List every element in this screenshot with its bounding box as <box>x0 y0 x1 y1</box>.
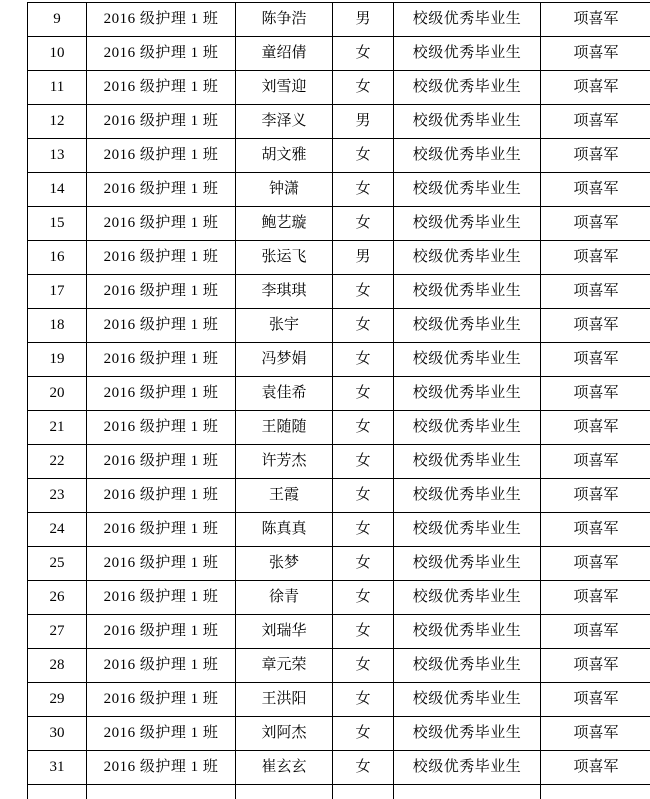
cell-class: 2016 级护理 1 班 <box>87 309 236 343</box>
cell-class: 2016 级护理 1 班 <box>87 207 236 241</box>
cell-sequence: 25 <box>28 547 87 581</box>
cell-honor: 校级优秀毕业生 <box>394 649 541 683</box>
cell-gender: 女 <box>333 411 394 445</box>
cell-honor: 校级优秀毕业生 <box>394 445 541 479</box>
table-row <box>28 71 650 105</box>
cell-name: 胡文雅 <box>236 139 333 173</box>
cell-gender: 女 <box>333 717 394 751</box>
cell-teacher: 项喜军 <box>541 3 650 37</box>
table-row <box>28 3 650 37</box>
cell-class: 2016 级护理 1 班 <box>87 3 236 37</box>
cell-name: 章元荣 <box>236 649 333 683</box>
table-row <box>28 581 650 615</box>
table-row <box>28 547 650 581</box>
cell-honor: 校级优秀毕业生 <box>394 3 541 37</box>
cell-honor: 校级优秀毕业生 <box>394 275 541 309</box>
cell-honor: 校级优秀毕业生 <box>394 139 541 173</box>
cell-sequence: 12 <box>28 105 87 139</box>
cell-teacher: 项喜军 <box>541 479 650 513</box>
cell-teacher: 项喜军 <box>541 275 650 309</box>
cell-teacher: 项喜军 <box>541 581 650 615</box>
table-row <box>28 377 650 411</box>
graduate-roster-table <box>27 2 650 799</box>
cell-honor: 校级优秀毕业生 <box>394 411 541 445</box>
cell-class: 2016 级护理 1 班 <box>87 615 236 649</box>
cell-teacher: 项喜军 <box>541 139 650 173</box>
cell-teacher: 项喜军 <box>541 683 650 717</box>
cell-class: 2016 级护理 1 班 <box>87 683 236 717</box>
cell-sequence: 24 <box>28 513 87 547</box>
cell-class: 2016 级护理 1 班 <box>87 71 236 105</box>
cell-teacher: 项喜军 <box>541 751 650 785</box>
cell-sequence: 18 <box>28 309 87 343</box>
cell-name: 陈真真 <box>236 513 333 547</box>
table-row <box>28 649 650 683</box>
cell-empty <box>541 785 650 799</box>
cell-sequence: 22 <box>28 445 87 479</box>
cell-name: 李泽义 <box>236 105 333 139</box>
cell-gender: 女 <box>333 309 394 343</box>
table-row <box>28 309 650 343</box>
cell-teacher: 项喜军 <box>541 615 650 649</box>
table-row <box>28 513 650 547</box>
cell-sequence: 26 <box>28 581 87 615</box>
cell-empty <box>394 785 541 799</box>
cell-gender: 女 <box>333 751 394 785</box>
cell-honor: 校级优秀毕业生 <box>394 377 541 411</box>
table-body <box>28 3 650 799</box>
cell-class: 2016 级护理 1 班 <box>87 445 236 479</box>
cell-sequence: 31 <box>28 751 87 785</box>
cell-name: 李琪琪 <box>236 275 333 309</box>
cell-empty <box>236 785 333 799</box>
cell-class: 2016 级护理 1 班 <box>87 581 236 615</box>
table-row <box>28 445 650 479</box>
table-row <box>28 105 650 139</box>
cell-honor: 校级优秀毕业生 <box>394 241 541 275</box>
cell-honor: 校级优秀毕业生 <box>394 71 541 105</box>
cell-teacher: 项喜军 <box>541 105 650 139</box>
table-row <box>28 241 650 275</box>
cell-honor: 校级优秀毕业生 <box>394 513 541 547</box>
cell-sequence: 16 <box>28 241 87 275</box>
cell-class: 2016 级护理 1 班 <box>87 37 236 71</box>
table-row <box>28 615 650 649</box>
cell-name: 刘雪迎 <box>236 71 333 105</box>
cell-honor: 校级优秀毕业生 <box>394 683 541 717</box>
table-row-partial <box>28 785 650 799</box>
cell-sequence: 30 <box>28 717 87 751</box>
cell-gender: 女 <box>333 173 394 207</box>
cell-sequence: 20 <box>28 377 87 411</box>
table-row <box>28 411 650 445</box>
cell-gender: 女 <box>333 71 394 105</box>
cell-honor: 校级优秀毕业生 <box>394 173 541 207</box>
cell-name: 徐青 <box>236 581 333 615</box>
cell-honor: 校级优秀毕业生 <box>394 547 541 581</box>
cell-class: 2016 级护理 1 班 <box>87 105 236 139</box>
cell-class: 2016 级护理 1 班 <box>87 649 236 683</box>
cell-name: 张运飞 <box>236 241 333 275</box>
cell-empty <box>28 785 87 799</box>
cell-gender: 男 <box>333 105 394 139</box>
cell-empty <box>87 785 236 799</box>
cell-name: 鲍艺璇 <box>236 207 333 241</box>
cell-gender: 女 <box>333 649 394 683</box>
table-row <box>28 173 650 207</box>
cell-honor: 校级优秀毕业生 <box>394 751 541 785</box>
cell-teacher: 项喜军 <box>541 207 650 241</box>
cell-class: 2016 级护理 1 班 <box>87 547 236 581</box>
cell-sequence: 15 <box>28 207 87 241</box>
cell-class: 2016 级护理 1 班 <box>87 479 236 513</box>
cell-honor: 校级优秀毕业生 <box>394 581 541 615</box>
cell-gender: 女 <box>333 37 394 71</box>
cell-teacher: 项喜军 <box>541 71 650 105</box>
cell-gender: 女 <box>333 445 394 479</box>
cell-teacher: 项喜军 <box>541 649 650 683</box>
cell-class: 2016 级护理 1 班 <box>87 241 236 275</box>
cell-teacher: 项喜军 <box>541 445 650 479</box>
cell-class: 2016 级护理 1 班 <box>87 343 236 377</box>
cell-gender: 女 <box>333 547 394 581</box>
cell-sequence: 23 <box>28 479 87 513</box>
cell-name: 刘阿杰 <box>236 717 333 751</box>
cell-teacher: 项喜军 <box>541 173 650 207</box>
cell-honor: 校级优秀毕业生 <box>394 309 541 343</box>
cell-name: 张宇 <box>236 309 333 343</box>
cell-name: 崔玄玄 <box>236 751 333 785</box>
cell-name: 张梦 <box>236 547 333 581</box>
table-row <box>28 139 650 173</box>
cell-name: 钟潇 <box>236 173 333 207</box>
cell-class: 2016 级护理 1 班 <box>87 139 236 173</box>
cell-sequence: 11 <box>28 71 87 105</box>
cell-sequence: 9 <box>28 3 87 37</box>
cell-gender: 女 <box>333 683 394 717</box>
cell-gender: 男 <box>333 3 394 37</box>
cell-teacher: 项喜军 <box>541 547 650 581</box>
cell-teacher: 项喜军 <box>541 377 650 411</box>
table-row <box>28 683 650 717</box>
cell-teacher: 项喜军 <box>541 343 650 377</box>
cell-honor: 校级优秀毕业生 <box>394 717 541 751</box>
cell-gender: 女 <box>333 275 394 309</box>
cell-sequence: 28 <box>28 649 87 683</box>
table-row <box>28 37 650 71</box>
cell-teacher: 项喜军 <box>541 241 650 275</box>
cell-class: 2016 级护理 1 班 <box>87 275 236 309</box>
cell-honor: 校级优秀毕业生 <box>394 615 541 649</box>
cell-honor: 校级优秀毕业生 <box>394 343 541 377</box>
cell-honor: 校级优秀毕业生 <box>394 207 541 241</box>
cell-class: 2016 级护理 1 班 <box>87 513 236 547</box>
cell-honor: 校级优秀毕业生 <box>394 37 541 71</box>
cell-sequence: 29 <box>28 683 87 717</box>
table-row <box>28 751 650 785</box>
cell-class: 2016 级护理 1 班 <box>87 411 236 445</box>
table-row <box>28 275 650 309</box>
cell-gender: 女 <box>333 139 394 173</box>
cell-gender: 女 <box>333 615 394 649</box>
cell-gender: 女 <box>333 207 394 241</box>
cell-name: 王随随 <box>236 411 333 445</box>
document-page <box>0 2 650 726</box>
cell-teacher: 项喜军 <box>541 37 650 71</box>
cell-gender: 男 <box>333 241 394 275</box>
cell-sequence: 10 <box>28 37 87 71</box>
cell-name: 冯梦娟 <box>236 343 333 377</box>
cell-sequence: 17 <box>28 275 87 309</box>
cell-gender: 女 <box>333 377 394 411</box>
table-row <box>28 343 650 377</box>
cell-empty <box>333 785 394 799</box>
cell-name: 袁佳希 <box>236 377 333 411</box>
cell-name: 王洪阳 <box>236 683 333 717</box>
cell-sequence: 27 <box>28 615 87 649</box>
cell-teacher: 项喜军 <box>541 513 650 547</box>
cell-name: 刘瑞华 <box>236 615 333 649</box>
cell-sequence: 14 <box>28 173 87 207</box>
cell-class: 2016 级护理 1 班 <box>87 751 236 785</box>
cell-name: 陈争浩 <box>236 3 333 37</box>
cell-gender: 女 <box>333 513 394 547</box>
cell-name: 许芳杰 <box>236 445 333 479</box>
cell-gender: 女 <box>333 479 394 513</box>
cell-class: 2016 级护理 1 班 <box>87 717 236 751</box>
cell-sequence: 13 <box>28 139 87 173</box>
cell-honor: 校级优秀毕业生 <box>394 105 541 139</box>
cell-class: 2016 级护理 1 班 <box>87 173 236 207</box>
cell-name: 童绍倩 <box>236 37 333 71</box>
cell-teacher: 项喜军 <box>541 717 650 751</box>
table-row <box>28 717 650 751</box>
cell-sequence: 19 <box>28 343 87 377</box>
cell-teacher: 项喜军 <box>541 309 650 343</box>
cell-gender: 女 <box>333 343 394 377</box>
cell-class: 2016 级护理 1 班 <box>87 377 236 411</box>
cell-gender: 女 <box>333 581 394 615</box>
cell-teacher: 项喜军 <box>541 411 650 445</box>
cell-honor: 校级优秀毕业生 <box>394 479 541 513</box>
table-row <box>28 479 650 513</box>
table-row <box>28 207 650 241</box>
cell-sequence: 21 <box>28 411 87 445</box>
cell-name: 王霞 <box>236 479 333 513</box>
